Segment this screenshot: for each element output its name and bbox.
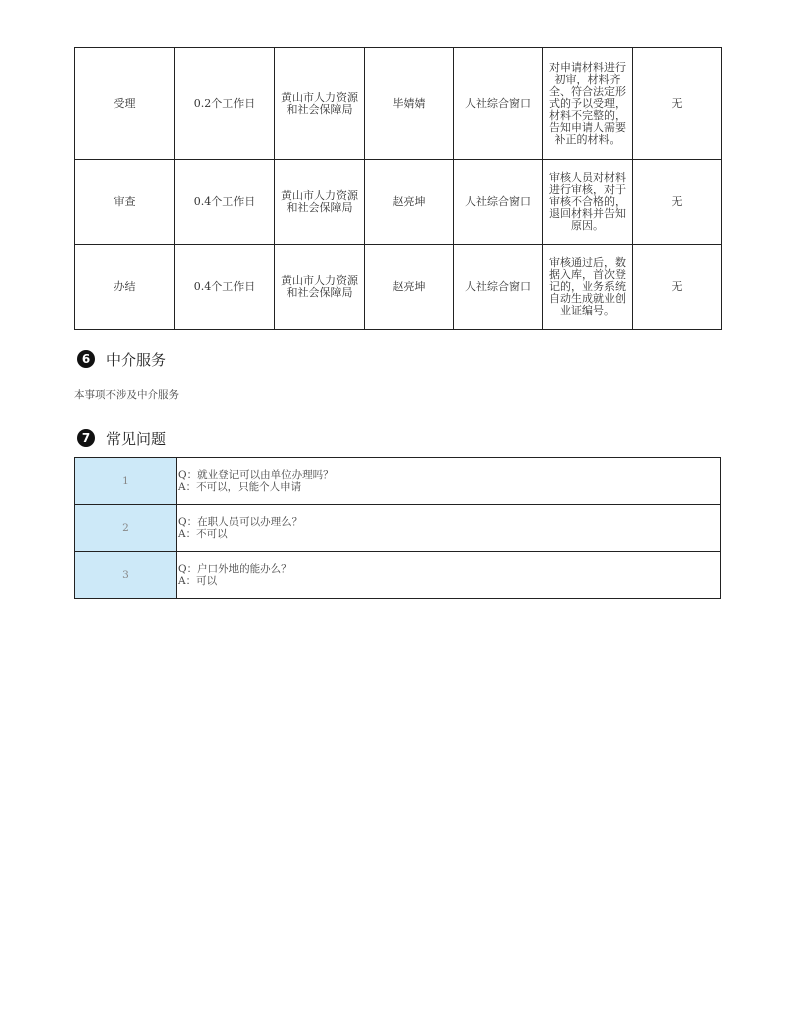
step-location: 人社综合窗口 <box>454 48 543 160</box>
step-result: 无 <box>633 245 722 330</box>
faq-answer: A：不可以，只能个人申请 <box>178 481 302 493</box>
table-row <box>75 160 722 245</box>
section-title: 常见问题 <box>106 429 167 448</box>
step-location: 人社综合窗口 <box>454 245 543 330</box>
step-result: 无 <box>633 48 722 160</box>
step-time-limit: 0.4个工作日 <box>175 245 275 330</box>
section-heading-faq <box>77 428 166 448</box>
step-handling-unit: 黄山市人力资源和社会保障局 <box>275 245 365 330</box>
step-handler: 赵亮坤 <box>365 160 454 245</box>
number-circle-icon: 7 <box>77 429 95 447</box>
intermediary-note: 本事项不涉及中介服务 <box>74 389 179 401</box>
step-standard: 审核人员对材料进行审核，对于审核不合格的，退回材料并告知原因。 <box>543 160 633 245</box>
table-row <box>75 48 722 160</box>
step-handling-unit: 黄山市人力资源和社会保障局 <box>275 48 365 160</box>
faq-index: 2 <box>75 505 177 552</box>
faq-question: Q：就业登记可以由单位办理吗？ <box>178 469 334 481</box>
section-title: 中介服务 <box>106 350 167 369</box>
number-circle-icon: 6 <box>77 350 95 368</box>
step-result: 无 <box>633 160 722 245</box>
faq-answer: A：不可以 <box>178 528 228 540</box>
step-time-limit: 0.4个工作日 <box>175 160 275 245</box>
faq-answer: A：可以 <box>178 575 218 587</box>
step-name: 办结 <box>75 245 175 330</box>
step-standard: 对申请材料进行初审，材料齐全、符合法定形式的予以受理，材料不完整的，告知申请人需要补正的材料。 <box>543 48 633 160</box>
step-name: 受理 <box>75 48 175 160</box>
step-standard: 审核通过后，数据入库，首次登记的，业务系统自动生成就业创业证编号。 <box>543 245 633 330</box>
step-time-limit: 0.2个工作日 <box>175 48 275 160</box>
faq-row <box>75 458 721 505</box>
faq-row <box>75 505 721 552</box>
faq-row <box>75 552 721 599</box>
process-steps-table <box>74 47 722 330</box>
step-handling-unit: 黄山市人力资源和社会保障局 <box>275 160 365 245</box>
step-handler: 赵亮坤 <box>365 245 454 330</box>
faq-index: 1 <box>75 458 177 505</box>
faq-question: Q：在职人员可以办理么？ <box>178 516 303 528</box>
step-location: 人社综合窗口 <box>454 160 543 245</box>
section-heading-intermediary <box>77 349 166 369</box>
faq-index: 3 <box>75 552 177 599</box>
faq-question: Q：户口外地的能办么？ <box>178 563 292 575</box>
table-row <box>75 245 722 330</box>
step-handler: 毕婧婧 <box>365 48 454 160</box>
faq-table <box>74 457 721 599</box>
step-name: 审查 <box>75 160 175 245</box>
